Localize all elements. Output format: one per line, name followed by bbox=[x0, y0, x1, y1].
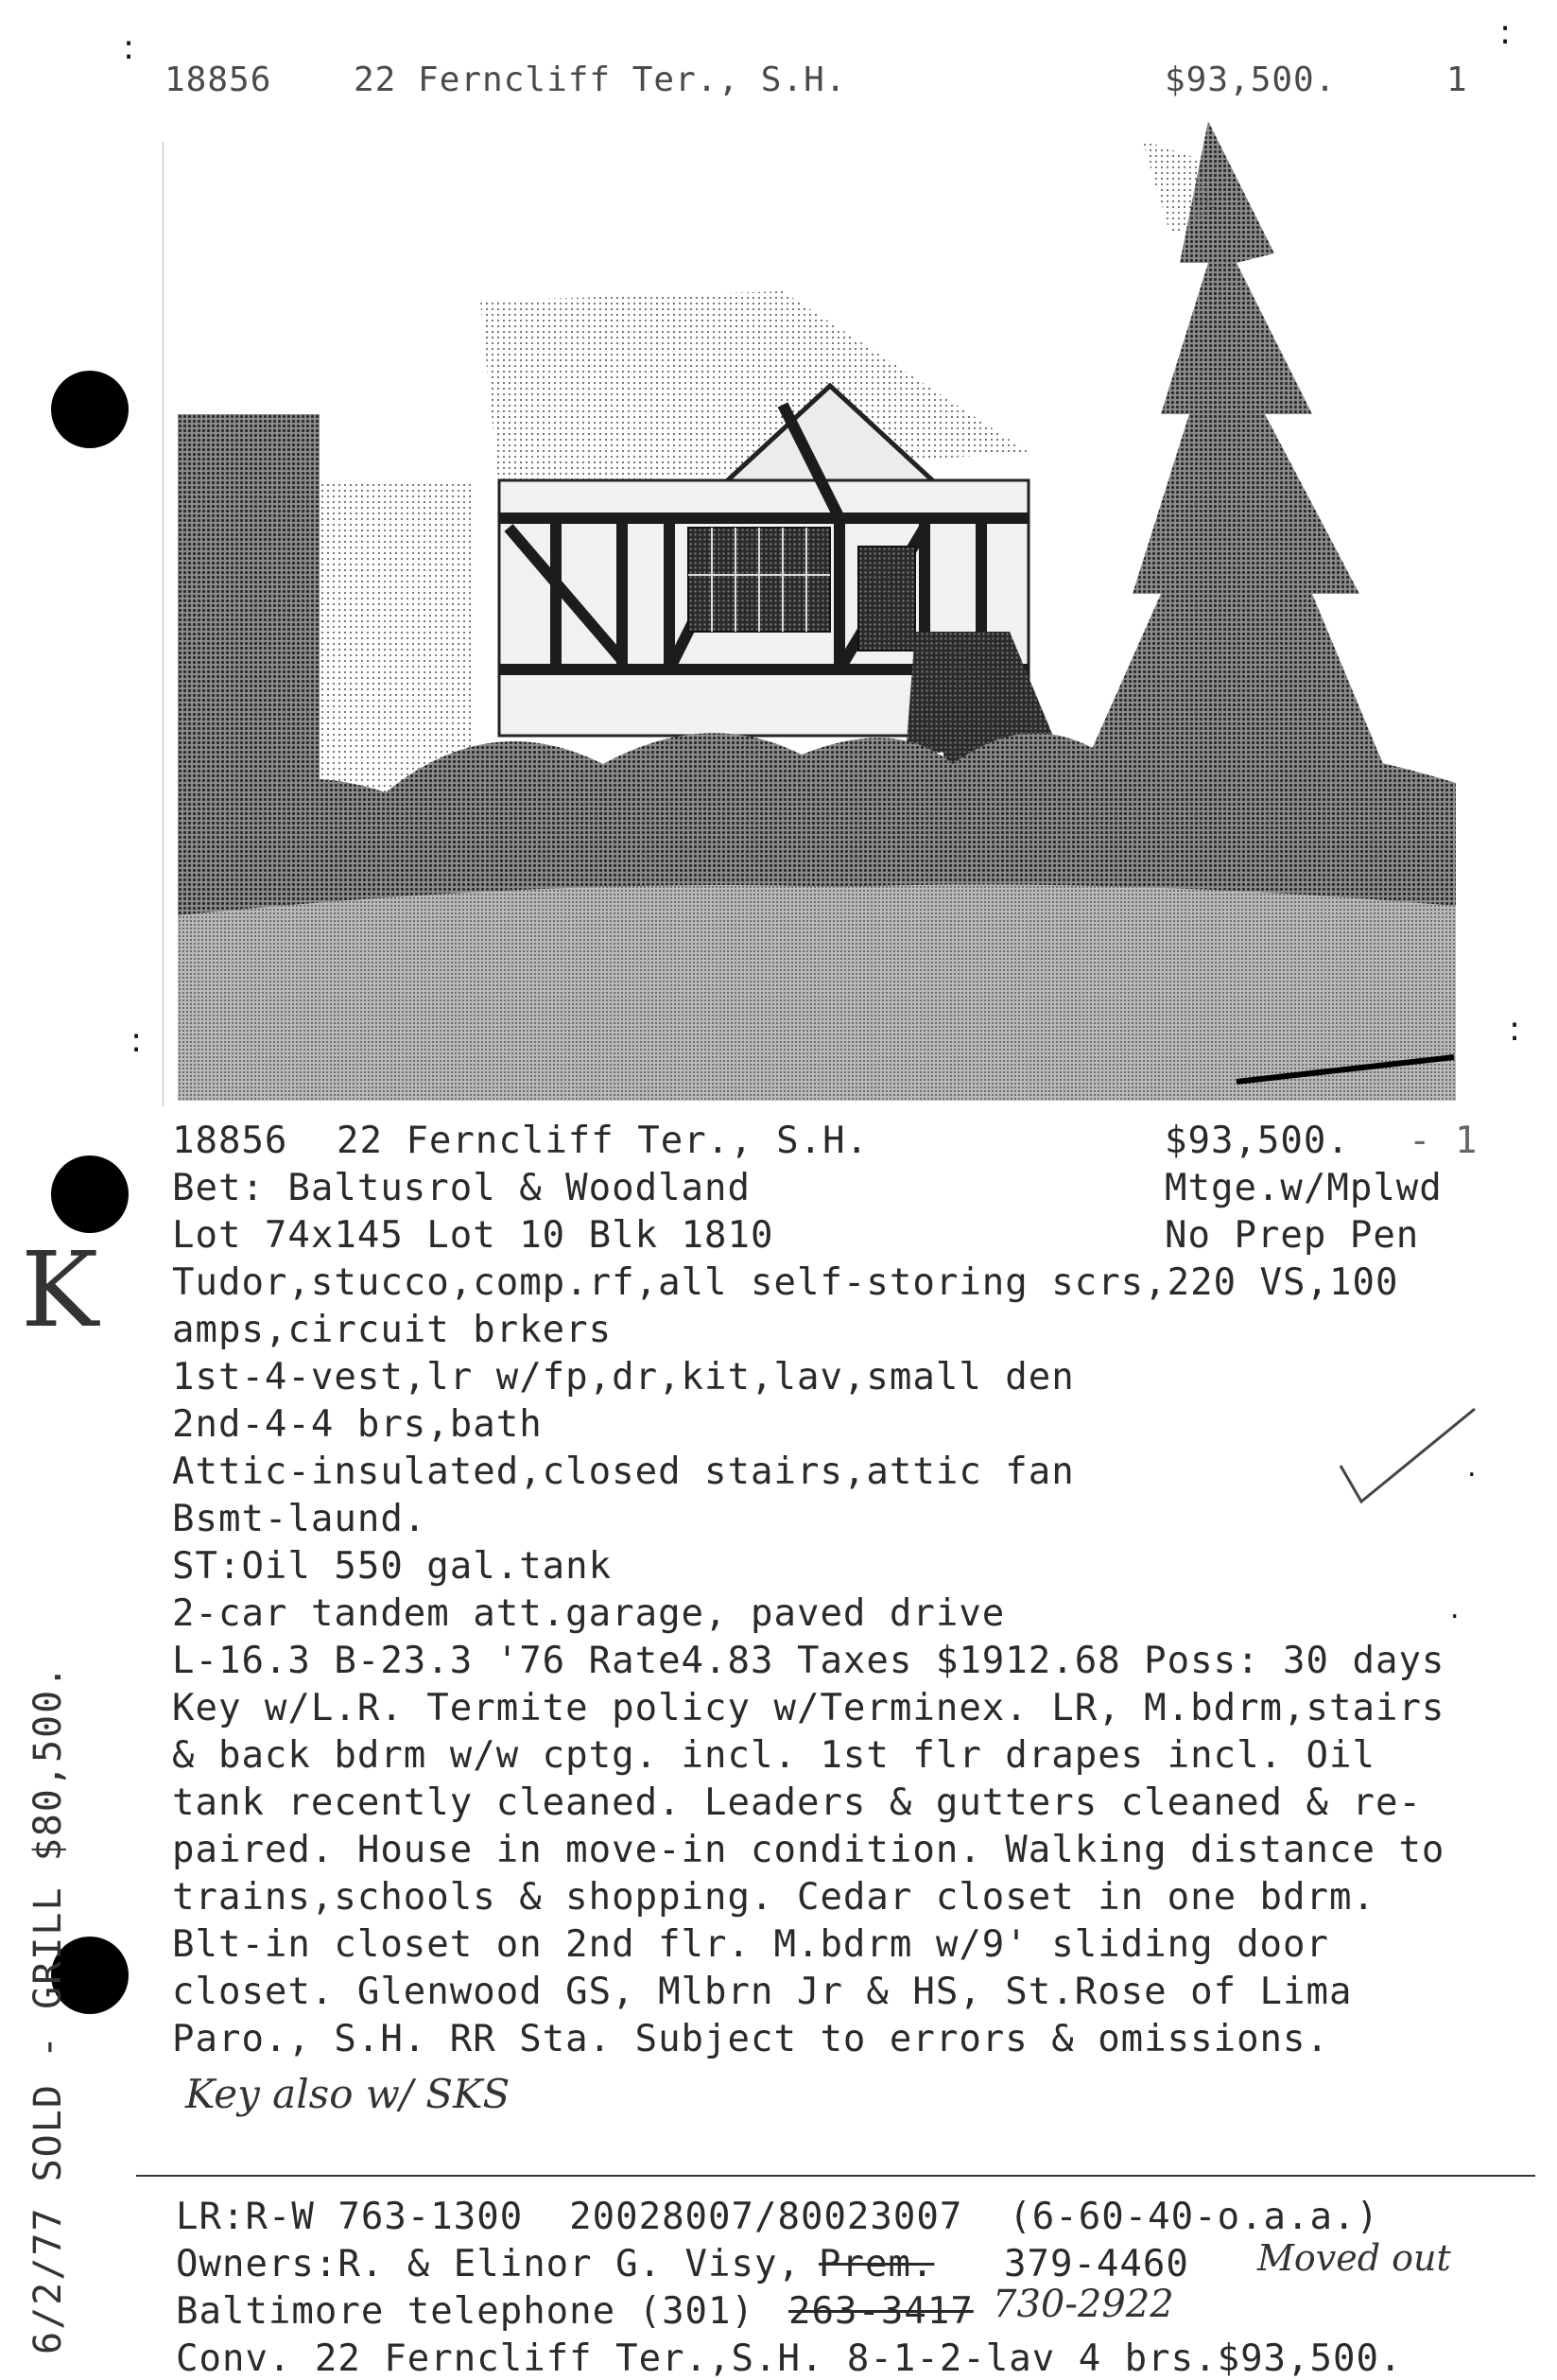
listing-line: Bet: Baltusrol & Woodland bbox=[172, 1167, 751, 1209]
listing-line: Tudor,stucco,comp.rf,all self-storing scrs,220 VS,100 bbox=[172, 1261, 1399, 1304]
footer-divider bbox=[136, 2175, 1535, 2177]
listing-line: ST:Oil 550 gal.tank bbox=[172, 1545, 613, 1588]
punch-hole-middle bbox=[51, 1155, 129, 1233]
header-price: $93,500. bbox=[1165, 61, 1337, 99]
photo-edge-line bbox=[163, 142, 164, 1106]
listing-line: paired. House in move-in condition. Walking distance to bbox=[172, 1829, 1445, 1871]
listing-line: tank recently cleaned. Leaders & gutters cleaned & re- bbox=[172, 1781, 1422, 1824]
header-address: 22 Ferncliff Ter., S.H. bbox=[354, 61, 847, 99]
margin-dots: : bbox=[130, 1021, 143, 1060]
listing-line: amps,circuit brkers bbox=[172, 1309, 613, 1351]
baltimore-struck-phone: 263-3417 bbox=[788, 2290, 974, 2333]
margin-dots: : bbox=[1499, 13, 1512, 52]
listing-line: Lot 74x145 Lot 10 Blk 1810 bbox=[172, 1214, 774, 1257]
listing-line: Bsmt-laund. bbox=[172, 1498, 427, 1540]
footer-line: Owners:R. & Elinor G. Visy, bbox=[176, 2243, 801, 2285]
handwritten-sold-note: 6/2/77 SOLD - GRILL $80,500. bbox=[26, 1663, 70, 2354]
listing-page-mark: - 1 bbox=[1409, 1120, 1479, 1162]
listing-line: trains,schools & shopping. Cedar closet in one bdrm. bbox=[172, 1876, 1375, 1919]
margin-dots: : bbox=[123, 28, 135, 67]
margin-dots: : bbox=[1509, 1010, 1521, 1049]
listing-line: Attic-insulated,closed stairs,attic fan bbox=[172, 1451, 1075, 1493]
margin-dots: . bbox=[1450, 1592, 1460, 1625]
footer-line: Baltimore telephone (301) bbox=[176, 2290, 754, 2333]
listing-number: 18856 bbox=[172, 1120, 288, 1162]
listing-line: 2nd-4-4 brs,bath bbox=[172, 1403, 543, 1446]
listing-line: & back bdrm w/w cptg. incl. 1st flr drapes incl. Oil bbox=[172, 1734, 1375, 1777]
header-listing-no: 18856 bbox=[164, 61, 272, 99]
handwritten-moved-note: Moved out bbox=[1257, 2237, 1451, 2279]
owner-phone: 379-4460 bbox=[1004, 2243, 1189, 2285]
listing-line: L-16.3 B-23.3 '76 Rate4.83 Taxes $1912.68 Poss: 30 days bbox=[172, 1640, 1445, 1682]
listing-line: Key w/L.R. Termite policy w/Terminex. LR, M.bdrm,stairs bbox=[172, 1687, 1445, 1729]
footer-line: Conv. 22 Ferncliff Ter.,S.H. 8-1-2-lav 4 brs.$93,500. bbox=[176, 2337, 1403, 2380]
footer-line: LR:R-W 763-1300 20028007/80023007 (6-60-40-o.a.a.) bbox=[176, 2196, 1379, 2238]
listing-line: 1st-4-vest,lr w/fp,dr,kit,lav,small den bbox=[172, 1356, 1075, 1398]
house-photo bbox=[178, 102, 1456, 1101]
listing-line: Blt-in closet on 2nd flr. M.bdrm w/9' sliding door bbox=[172, 1923, 1329, 1966]
listing-line: Paro., S.H. RR Sta. Subject to errors & omissions. bbox=[172, 2018, 1329, 2060]
handwritten-margin-letter: K bbox=[21, 1229, 99, 1350]
owner-struck-text: Prem. bbox=[819, 2243, 935, 2285]
listing-line: closet. Glenwood GS, Mlbrn Jr & HS, St.Rose of Lima bbox=[172, 1971, 1353, 2013]
handwritten-new-phone: 730-2922 bbox=[993, 2283, 1174, 2326]
margin-dots: . bbox=[1467, 1451, 1477, 1484]
listing-price: $93,500. bbox=[1165, 1120, 1350, 1162]
listing-line: 2-car tandem att.garage, paved drive bbox=[172, 1592, 1006, 1635]
handwritten-key-note: Key also w/ SKS bbox=[185, 2071, 510, 2117]
mortgage-note: Mtge.w/Mplwd bbox=[1165, 1167, 1443, 1209]
prepayment-note: No Prep Pen bbox=[1165, 1214, 1420, 1257]
listing-address: 22 Ferncliff Ter., S.H. bbox=[337, 1120, 870, 1162]
checkmark-icon bbox=[1333, 1399, 1484, 1513]
punch-hole-top bbox=[51, 371, 129, 448]
header-page: 1 bbox=[1446, 61, 1468, 99]
